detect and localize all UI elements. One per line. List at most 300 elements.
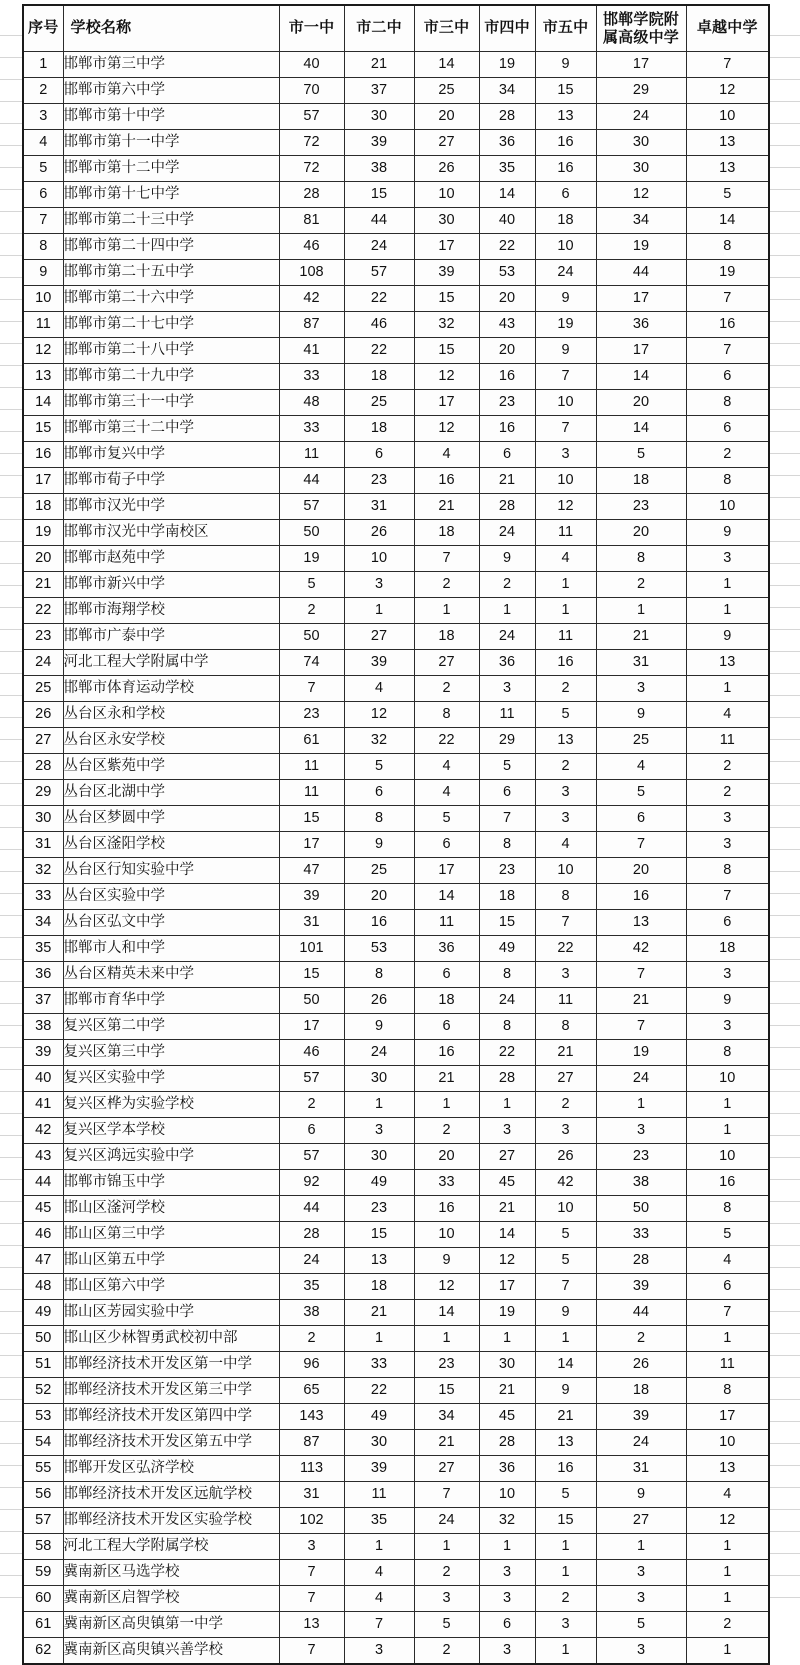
cell-index: 5	[23, 156, 63, 182]
cell-school-name: 邯郸市荀子中学	[63, 468, 279, 494]
cell-school-name: 河北工程大学附属学校	[63, 1534, 279, 1560]
cell-quota: 24	[414, 1508, 479, 1534]
cell-quota: 26	[596, 1352, 686, 1378]
table-row	[23, 1040, 769, 1066]
cell-quota: 14	[479, 182, 535, 208]
cell-quota: 12	[535, 494, 596, 520]
cell-index: 24	[23, 650, 63, 676]
cell-school-name: 邯郸市第十七中学	[63, 182, 279, 208]
table-row	[23, 806, 769, 832]
cell-quota: 23	[596, 494, 686, 520]
cell-quota: 61	[279, 728, 344, 754]
table-row	[23, 312, 769, 338]
cell-quota: 7	[535, 416, 596, 442]
cell-quota: 9	[686, 520, 769, 546]
cell-index: 11	[23, 312, 63, 338]
cell-quota: 10	[414, 182, 479, 208]
cell-quota: 6	[686, 910, 769, 936]
cell-quota: 33	[344, 1352, 414, 1378]
cell-quota: 2	[686, 1612, 769, 1638]
cell-quota: 2	[596, 572, 686, 598]
cell-index: 49	[23, 1300, 63, 1326]
cell-quota: 18	[344, 1274, 414, 1300]
cell-quota: 10	[535, 1196, 596, 1222]
cell-quota: 16	[344, 910, 414, 936]
cell-quota: 8	[479, 962, 535, 988]
cell-quota: 49	[479, 936, 535, 962]
cell-quota: 53	[344, 936, 414, 962]
cell-quota: 3	[479, 676, 535, 702]
cell-quota: 1	[344, 1534, 414, 1560]
cell-school-name: 邯郸经济技术开发区第四中学	[63, 1404, 279, 1430]
cell-quota: 3	[479, 1118, 535, 1144]
cell-quota: 1	[414, 1092, 479, 1118]
cell-quota: 4	[414, 442, 479, 468]
cell-quota: 4	[535, 546, 596, 572]
cell-quota: 4	[344, 1560, 414, 1586]
cell-quota: 1	[479, 598, 535, 624]
cell-quota: 8	[686, 390, 769, 416]
cell-quota: 143	[279, 1404, 344, 1430]
cell-quota: 1	[479, 1092, 535, 1118]
cell-quota: 48	[279, 390, 344, 416]
cell-quota: 6	[686, 364, 769, 390]
cell-quota: 1	[414, 1326, 479, 1352]
table-row	[23, 1274, 769, 1300]
cell-quota: 3	[686, 806, 769, 832]
table-row	[23, 702, 769, 728]
table-row	[23, 442, 769, 468]
cell-quota: 1	[596, 1534, 686, 1560]
cell-quota: 33	[414, 1170, 479, 1196]
cell-quota: 21	[596, 988, 686, 1014]
cell-quota: 7	[414, 1482, 479, 1508]
table-row	[23, 1456, 769, 1482]
cell-quota: 40	[279, 52, 344, 78]
cell-quota: 4	[344, 676, 414, 702]
table-row	[23, 182, 769, 208]
cell-quota: 38	[279, 1300, 344, 1326]
table-row	[23, 1144, 769, 1170]
cell-quota: 33	[279, 364, 344, 390]
cell-quota: 11	[479, 702, 535, 728]
cell-quota: 50	[279, 624, 344, 650]
header-line-2: 属高级中学	[602, 28, 679, 46]
cell-quota: 5	[535, 1222, 596, 1248]
cell-quota: 2	[686, 754, 769, 780]
table-row	[23, 988, 769, 1014]
cell-index: 13	[23, 364, 63, 390]
cell-quota: 11	[414, 910, 479, 936]
cell-school-name: 邯郸市第三十一中学	[63, 390, 279, 416]
cell-quota: 1	[596, 1092, 686, 1118]
table-row	[23, 52, 769, 78]
cell-school-name: 冀南新区高臾镇兴善学校	[63, 1638, 279, 1665]
cell-quota: 21	[479, 1378, 535, 1404]
cell-quota: 6	[686, 1274, 769, 1300]
table-row	[23, 1118, 769, 1144]
cell-quota: 12	[414, 1274, 479, 1300]
cell-quota: 9	[535, 52, 596, 78]
table-row	[23, 260, 769, 286]
table-row	[23, 572, 769, 598]
cell-index: 3	[23, 104, 63, 130]
cell-school-name: 复兴区鸿远实验中学	[63, 1144, 279, 1170]
cell-school-name: 复兴区桦为实验学校	[63, 1092, 279, 1118]
table-row	[23, 1586, 769, 1612]
cell-school-name: 邯郸市锦玉中学	[63, 1170, 279, 1196]
cell-quota: 18	[479, 884, 535, 910]
cell-quota: 7	[535, 364, 596, 390]
cell-school-name: 冀南新区高臾镇第一中学	[63, 1612, 279, 1638]
cell-index: 60	[23, 1586, 63, 1612]
cell-quota: 1	[686, 676, 769, 702]
cell-quota: 4	[596, 754, 686, 780]
cell-school-name: 邯郸经济技术开发区第五中学	[63, 1430, 279, 1456]
cell-quota: 24	[596, 1430, 686, 1456]
cell-index: 14	[23, 390, 63, 416]
cell-school-name: 丛台区行知实验中学	[63, 858, 279, 884]
cell-school-name: 复兴区第二中学	[63, 1014, 279, 1040]
cell-quota: 24	[479, 624, 535, 650]
cell-quota: 113	[279, 1456, 344, 1482]
cell-quota: 23	[479, 858, 535, 884]
cell-quota: 27	[596, 1508, 686, 1534]
cell-quota: 3	[686, 832, 769, 858]
cell-quota: 8	[686, 1040, 769, 1066]
cell-quota: 18	[344, 416, 414, 442]
cell-index: 50	[23, 1326, 63, 1352]
cell-quota: 5	[596, 442, 686, 468]
cell-quota: 9	[686, 988, 769, 1014]
table-row	[23, 1196, 769, 1222]
cell-quota: 23	[479, 390, 535, 416]
cell-school-name: 复兴区学本学校	[63, 1118, 279, 1144]
cell-quota: 14	[414, 1300, 479, 1326]
cell-school-name: 邯郸市第十二中学	[63, 156, 279, 182]
cell-school-name: 丛台区永安学校	[63, 728, 279, 754]
cell-quota: 44	[279, 1196, 344, 1222]
cell-quota: 18	[344, 364, 414, 390]
cell-quota: 3	[686, 546, 769, 572]
school-allocation-table	[22, 4, 770, 1665]
cell-quota: 3	[535, 962, 596, 988]
cell-quota: 11	[279, 780, 344, 806]
cell-quota: 12	[479, 1248, 535, 1274]
cell-quota: 10	[535, 858, 596, 884]
cell-quota: 10	[686, 1144, 769, 1170]
cell-index: 47	[23, 1248, 63, 1274]
cell-quota: 9	[414, 1248, 479, 1274]
cell-quota: 8	[535, 1014, 596, 1040]
cell-quota: 74	[279, 650, 344, 676]
cell-quota: 5	[535, 1248, 596, 1274]
cell-quota: 5	[414, 806, 479, 832]
cell-quota: 30	[344, 104, 414, 130]
cell-quota: 35	[479, 156, 535, 182]
cell-quota: 65	[279, 1378, 344, 1404]
cell-index: 38	[23, 1014, 63, 1040]
cell-quota: 7	[279, 1586, 344, 1612]
cell-school-name: 丛台区滏阳学校	[63, 832, 279, 858]
cell-index: 41	[23, 1092, 63, 1118]
cell-quota: 8	[344, 962, 414, 988]
cell-quota: 16	[414, 468, 479, 494]
cell-quota: 2	[686, 442, 769, 468]
cell-quota: 5	[344, 754, 414, 780]
table-row	[23, 676, 769, 702]
cell-quota: 13	[686, 130, 769, 156]
cell-quota: 27	[414, 650, 479, 676]
cell-quota: 12	[414, 364, 479, 390]
cell-quota: 8	[686, 1378, 769, 1404]
cell-index: 27	[23, 728, 63, 754]
table-row	[23, 1534, 769, 1560]
cell-quota: 21	[535, 1404, 596, 1430]
cell-quota: 28	[479, 1066, 535, 1092]
cell-index: 2	[23, 78, 63, 104]
cell-quota: 21	[344, 52, 414, 78]
cell-quota: 50	[279, 988, 344, 1014]
cell-quota: 14	[535, 1352, 596, 1378]
cell-quota: 8	[686, 1196, 769, 1222]
cell-quota: 10	[686, 104, 769, 130]
cell-school-name: 丛台区实验中学	[63, 884, 279, 910]
cell-school-name: 邯山区第五中学	[63, 1248, 279, 1274]
cell-school-name: 丛台区北湖中学	[63, 780, 279, 806]
cell-quota: 16	[414, 1040, 479, 1066]
cell-school-name: 邯郸市人和中学	[63, 936, 279, 962]
table-row	[23, 884, 769, 910]
cell-quota: 7	[535, 910, 596, 936]
cell-quota: 20	[596, 520, 686, 546]
cell-quota: 7	[686, 1300, 769, 1326]
cell-quota: 34	[479, 78, 535, 104]
cell-school-name: 邯郸市第二十三中学	[63, 208, 279, 234]
cell-quota: 42	[279, 286, 344, 312]
cell-quota: 6	[535, 182, 596, 208]
cell-quota: 3	[535, 442, 596, 468]
cell-quota: 21	[344, 1300, 414, 1326]
cell-quota: 9	[344, 1014, 414, 1040]
cell-quota: 16	[535, 650, 596, 676]
table-row	[23, 494, 769, 520]
table-header	[23, 5, 769, 52]
cell-school-name: 复兴区第三中学	[63, 1040, 279, 1066]
cell-quota: 7	[686, 338, 769, 364]
table-row	[23, 1066, 769, 1092]
cell-quota: 1	[479, 1326, 535, 1352]
cell-quota: 22	[414, 728, 479, 754]
cell-quota: 96	[279, 1352, 344, 1378]
table-row	[23, 520, 769, 546]
cell-quota: 30	[344, 1066, 414, 1092]
cell-quota: 19	[279, 546, 344, 572]
cell-quota: 15	[414, 286, 479, 312]
cell-index: 37	[23, 988, 63, 1014]
cell-quota: 42	[535, 1170, 596, 1196]
cell-school-name: 冀南新区启智学校	[63, 1586, 279, 1612]
cell-quota: 22	[479, 1040, 535, 1066]
cell-quota: 39	[414, 260, 479, 286]
cell-quota: 36	[479, 130, 535, 156]
cell-quota: 3	[535, 1118, 596, 1144]
cell-index: 56	[23, 1482, 63, 1508]
cell-index: 52	[23, 1378, 63, 1404]
column-header-shiyizhong: 市一中	[279, 5, 344, 52]
table-row	[23, 1404, 769, 1430]
cell-quota: 1	[686, 1092, 769, 1118]
table-row	[23, 1612, 769, 1638]
cell-quota: 7	[414, 546, 479, 572]
cell-index: 43	[23, 1144, 63, 1170]
cell-quota: 15	[535, 1508, 596, 1534]
cell-school-name: 邯郸市育华中学	[63, 988, 279, 1014]
cell-index: 4	[23, 130, 63, 156]
cell-quota: 9	[535, 1378, 596, 1404]
cell-quota: 39	[279, 884, 344, 910]
table-row	[23, 286, 769, 312]
cell-quota: 4	[686, 702, 769, 728]
cell-school-name: 邯郸市第三十二中学	[63, 416, 279, 442]
cell-quota: 23	[596, 1144, 686, 1170]
cell-school-name: 邯郸市第十一中学	[63, 130, 279, 156]
school-allocation-table-container	[22, 4, 768, 1665]
cell-quota: 3	[479, 1586, 535, 1612]
cell-quota: 13	[686, 650, 769, 676]
cell-quota: 9	[686, 624, 769, 650]
cell-index: 57	[23, 1508, 63, 1534]
column-header-shierzhong: 市二中	[344, 5, 414, 52]
cell-quota: 22	[535, 936, 596, 962]
cell-school-name: 邯郸市广泰中学	[63, 624, 279, 650]
cell-quota: 29	[596, 78, 686, 104]
cell-quota: 3	[535, 780, 596, 806]
cell-quota: 17	[414, 390, 479, 416]
cell-quota: 15	[414, 1378, 479, 1404]
cell-quota: 2	[279, 1092, 344, 1118]
table-row	[23, 962, 769, 988]
cell-quota: 20	[414, 104, 479, 130]
cell-quota: 27	[344, 624, 414, 650]
cell-quota: 40	[479, 208, 535, 234]
cell-index: 31	[23, 832, 63, 858]
cell-index: 48	[23, 1274, 63, 1300]
cell-quota: 24	[479, 988, 535, 1014]
table-row	[23, 1508, 769, 1534]
cell-school-name: 邯山区第三中学	[63, 1222, 279, 1248]
cell-index: 1	[23, 52, 63, 78]
cell-school-name: 邯郸市复兴中学	[63, 442, 279, 468]
cell-quota: 17	[596, 286, 686, 312]
table-row	[23, 598, 769, 624]
cell-school-name: 邯郸市新兴中学	[63, 572, 279, 598]
cell-quota: 30	[414, 208, 479, 234]
cell-quota: 72	[279, 130, 344, 156]
cell-school-name: 丛台区梦圆中学	[63, 806, 279, 832]
cell-school-name: 丛台区弘文中学	[63, 910, 279, 936]
cell-index: 39	[23, 1040, 63, 1066]
cell-quota: 24	[596, 104, 686, 130]
cell-quota: 14	[596, 416, 686, 442]
cell-quota: 47	[279, 858, 344, 884]
cell-quota: 11	[279, 442, 344, 468]
cell-school-name: 邯郸经济技术开发区第三中学	[63, 1378, 279, 1404]
cell-quota: 21	[414, 1066, 479, 1092]
table-row	[23, 1170, 769, 1196]
cell-quota: 8	[686, 234, 769, 260]
cell-quota: 35	[344, 1508, 414, 1534]
cell-quota: 30	[596, 156, 686, 182]
cell-quota: 7	[279, 676, 344, 702]
cell-quota: 9	[596, 1482, 686, 1508]
cell-quota: 6	[279, 1118, 344, 1144]
cell-quota: 5	[686, 1222, 769, 1248]
cell-quota: 27	[414, 130, 479, 156]
table-row	[23, 468, 769, 494]
cell-quota: 31	[596, 1456, 686, 1482]
cell-quota: 27	[479, 1144, 535, 1170]
cell-quota: 3	[414, 1586, 479, 1612]
table-row	[23, 364, 769, 390]
cell-quota: 5	[596, 1612, 686, 1638]
table-row	[23, 832, 769, 858]
cell-school-name: 丛台区永和学校	[63, 702, 279, 728]
cell-quota: 7	[279, 1560, 344, 1586]
cell-quota: 19	[686, 260, 769, 286]
cell-school-name: 邯郸市第二十八中学	[63, 338, 279, 364]
table-row	[23, 624, 769, 650]
cell-quota: 22	[344, 286, 414, 312]
cell-quota: 16	[686, 1170, 769, 1196]
table-row	[23, 1560, 769, 1586]
cell-quota: 26	[414, 156, 479, 182]
cell-quota: 39	[596, 1274, 686, 1300]
cell-quota: 81	[279, 208, 344, 234]
cell-quota: 15	[479, 910, 535, 936]
cell-quota: 13	[279, 1612, 344, 1638]
cell-quota: 9	[596, 702, 686, 728]
cell-quota: 28	[479, 494, 535, 520]
cell-school-name: 邯郸市第二十四中学	[63, 234, 279, 260]
cell-quota: 3	[596, 1586, 686, 1612]
cell-quota: 22	[479, 234, 535, 260]
table-row	[23, 1092, 769, 1118]
cell-quota: 17	[279, 1014, 344, 1040]
cell-quota: 17	[596, 338, 686, 364]
cell-quota: 20	[479, 286, 535, 312]
cell-quota: 6	[479, 442, 535, 468]
table-row	[23, 1248, 769, 1274]
table-row	[23, 78, 769, 104]
cell-quota: 17	[596, 52, 686, 78]
cell-school-name: 邯郸经济技术开发区第一中学	[63, 1352, 279, 1378]
cell-quota: 2	[686, 780, 769, 806]
sheet-row-markers-right	[768, 0, 800, 1605]
cell-quota: 31	[344, 494, 414, 520]
cell-quota: 15	[344, 1222, 414, 1248]
cell-quota: 2	[414, 1560, 479, 1586]
cell-quota: 87	[279, 1430, 344, 1456]
cell-quota: 1	[686, 1638, 769, 1665]
cell-quota: 13	[686, 156, 769, 182]
cell-quota: 2	[279, 598, 344, 624]
cell-quota: 27	[414, 1456, 479, 1482]
cell-quota: 2	[535, 1586, 596, 1612]
cell-quota: 18	[414, 624, 479, 650]
cell-quota: 16	[686, 312, 769, 338]
cell-quota: 6	[344, 442, 414, 468]
